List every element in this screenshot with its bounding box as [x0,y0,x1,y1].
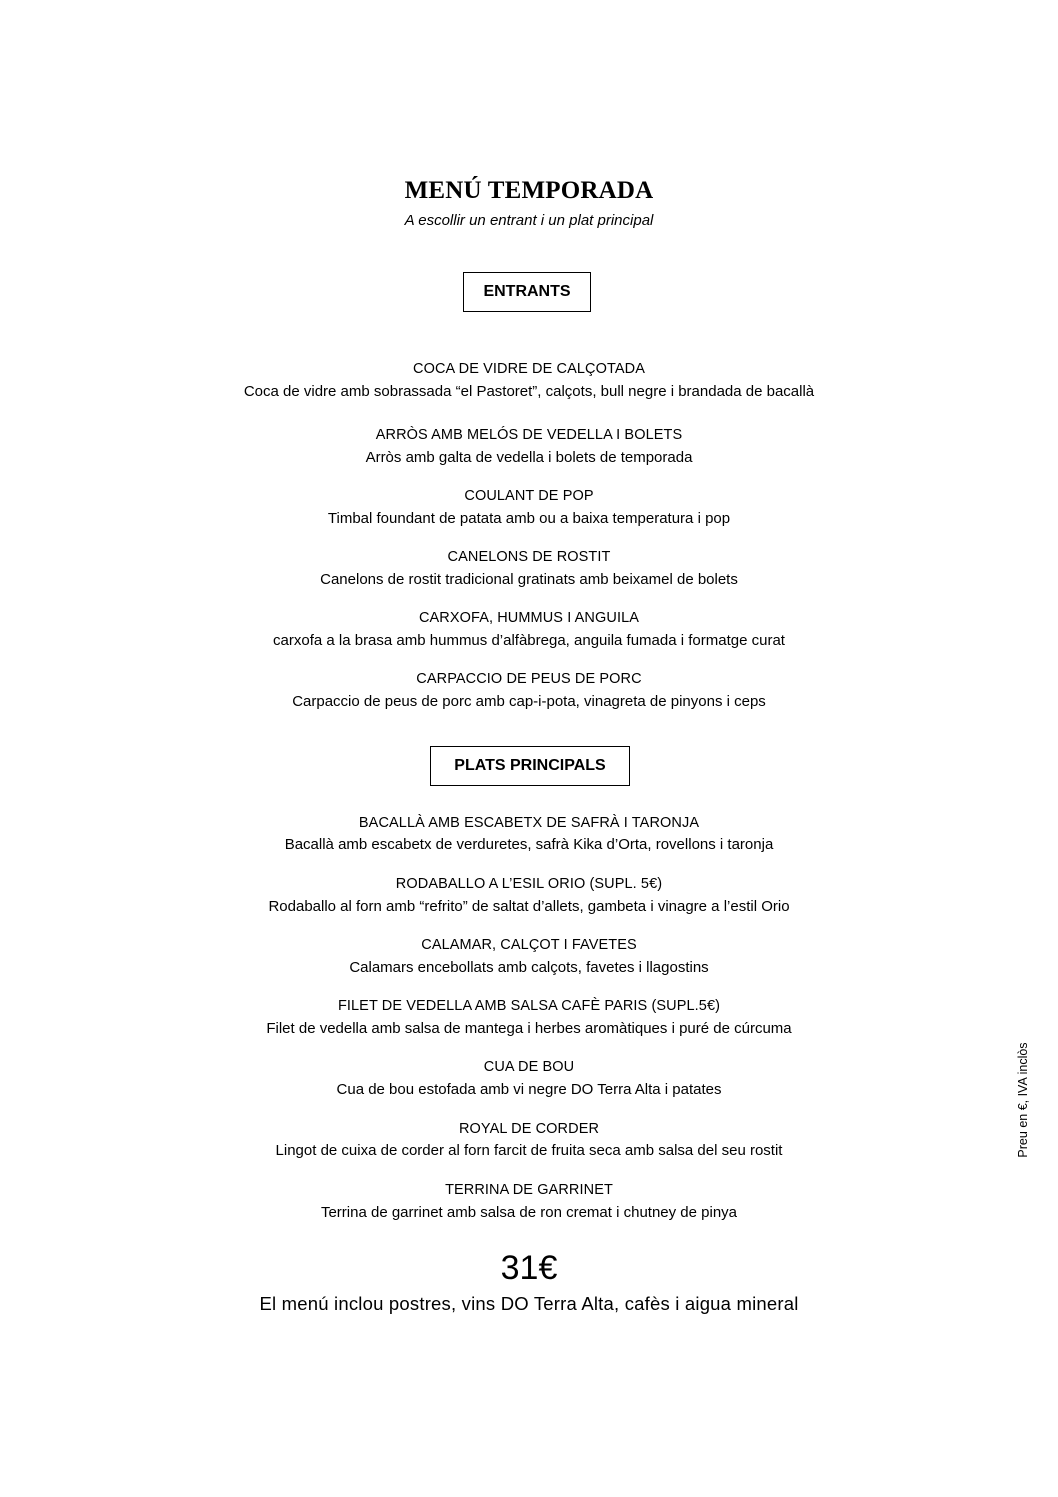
main-name: RODABALLO A L’ESIL ORIO (SUPL. 5€) [395,876,663,892]
starter-description: carxofa a la brasa amb hummus d’alfàbrega, anguila fumada i formatge curat [273,632,785,649]
starter-name: COULANT DE POP [464,488,594,504]
menu-title: MENÚ TEMPORADA [404,177,654,204]
tax-note: Preu en €, IVA inclòs [1016,1042,1030,1158]
main-description: Rodaballo al forn amb “refrito” de saltat d’allets, gambeta i vinagre a l’estil Orio [268,898,790,915]
main-description: Cua de bou estofada amb vi negre DO Terra Alta i patates [336,1081,722,1098]
starter-description: Carpaccio de peus de porc amb cap-i-pota, vinagreta de pinyons i ceps [292,693,766,710]
starter-description: Canelons de rostit tradicional gratinats amb beixamel de bolets [320,571,738,588]
main-description: Calamars encebollats amb calçots, favetes i llagostins [349,959,709,976]
menu-includes-note: El menú inclou postres, vins DO Terra Alta, cafès i aigua mineral [259,1293,799,1314]
starter-description: Arròs amb galta de vedella i bolets de temporada [365,449,693,466]
main-name: CALAMAR, CALÇOT I FAVETES [421,937,637,953]
main-name: ROYAL DE CORDER [458,1121,600,1137]
section-heading-mains: PLATS PRINCIPALS [430,746,630,786]
starter-name: CANELONS DE ROSTIT [447,549,611,565]
menu-subtitle: A escollir un entrant i un plat principal [404,212,654,229]
starter-name: CARXOFA, HUMMUS I ANGUILA [418,610,640,626]
main-name: TERRINA DE GARRINET [445,1182,613,1198]
starter-name: CARPACCIO DE PEUS DE PORC [416,671,642,687]
starter-name: ARRÒS AMB MELÓS DE VEDELLA I BOLETS [375,427,683,443]
main-name: BACALLÀ AMB ESCABETX DE SAFRÀ I TARONJA [358,815,700,831]
main-description: Bacallà amb escabetx de verduretes, safrà Kika d’Orta, rovellons i taronja [284,836,774,853]
menu-price: 31€ [500,1249,558,1287]
section-heading-starters: ENTRANTS [463,272,591,312]
main-description: Lingot de cuixa de corder al forn farcit de fruita seca amb salsa del seu rostit [275,1142,783,1159]
main-description: Filet de vedella amb salsa de mantega i herbes aromàtiques i puré de cúrcuma [266,1020,792,1037]
main-name: CUA DE BOU [483,1059,575,1075]
starter-description: Coca de vidre amb sobrassada “el Pastoret”, calçots, bull negre i brandada de bacallà [243,383,815,400]
starter-description: Timbal foundant de patata amb ou a baixa temperatura i pop [327,510,731,527]
starter-name: COCA DE VIDRE DE CALÇOTADA [413,361,645,377]
main-name: FILET DE VEDELLA AMB SALSA CAFÈ PARIS (SUPL.5€) [337,998,721,1014]
main-description: Terrina de garrinet amb salsa de ron cremat i chutney de pinya [320,1204,738,1221]
